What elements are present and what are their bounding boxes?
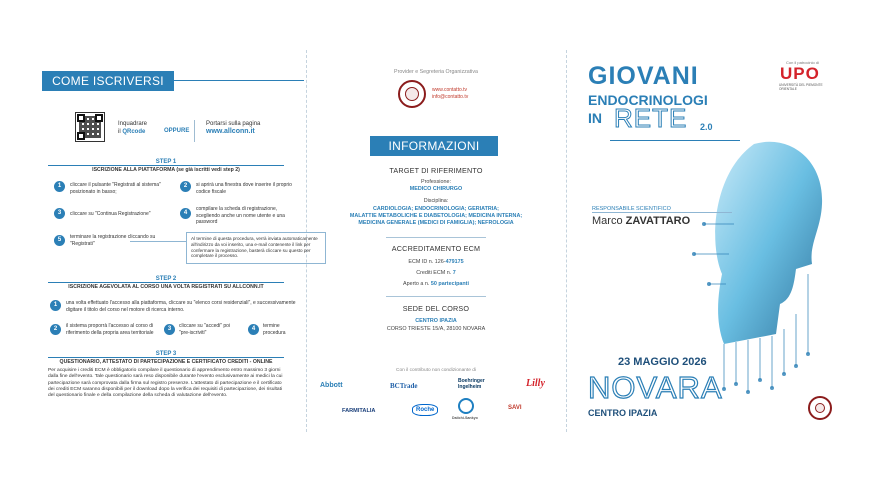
daiichi-icon [458, 398, 474, 414]
step1-item-3: cliccare su "Continua Registrazione" [70, 211, 151, 217]
target-heading: TARGET DI RIFERIMENTO [389, 166, 483, 175]
step3-title: STEP 3 [155, 351, 177, 357]
contatto-seal-icon-right [808, 396, 832, 420]
title-giovani: GIOVANI [588, 62, 699, 90]
roche-logo: Roche [412, 404, 438, 416]
qr-code-icon [75, 112, 105, 142]
ecm-id: ECM ID n. 126-479175 [408, 259, 464, 265]
title-endocrinologi: ENDOCRINOLOGI [588, 92, 708, 108]
title-underline [610, 140, 740, 141]
disciplines-label: Disciplina: [423, 198, 449, 204]
step1-number-5: 5 [54, 235, 65, 246]
contatto-seal-icon [398, 80, 426, 108]
divider-ecm [386, 237, 486, 238]
profession-label: Professione: [421, 179, 451, 185]
title-rete: RETE [614, 103, 688, 133]
provider-label: Provider e Segreteria Organizzativa [394, 69, 478, 75]
step1-number-3: 3 [54, 208, 65, 219]
informazioni-title: INFORMAZIONI [370, 136, 498, 156]
resp-label: RESPONSABILE SCIENTIFICO [592, 206, 671, 212]
digital-head-illustration [684, 104, 834, 394]
middle-panel [312, 50, 560, 432]
portarsi-label: Portarsi sulla pagina [206, 121, 261, 127]
step1-item-4: compilare la scheda di registrazione, scegliendo anche un nome utente e una password [196, 206, 285, 225]
provider-mail[interactable]: info@contatto.tv [432, 94, 469, 100]
ecm-open: Aperto a n. 50 partecipanti [403, 281, 469, 287]
upo-logo: UPO [780, 64, 820, 83]
provider-web[interactable]: www.contatto.tv [432, 87, 468, 93]
upo-subtitle: UNIVERSITÀ DEL PIEMONTE ORIENTALE [779, 83, 823, 91]
boehringer-logo: Boehringer Ingelheim [458, 378, 485, 390]
event-city: NOVARA [588, 370, 723, 405]
fold-line-right [566, 50, 567, 432]
venue-heading: SEDE DEL CORSO [402, 304, 470, 313]
step3-text: Per acquisire i crediti ECM è obbligatorio compilare il questionario di apprendimento entro massimo 3 giorni dalla fine dell'evento. Tale questionario sarà reso disponibile durante l'evento esclusivamente ai medici la cui partecipazione sarà comprovata dalla firma sul registro presenze. L'attestato di partecipazione e il certificato dei crediti ECM saranno disponibili per il download dopo la verifica dei requisiti di partecipazione, dei risultati del questionario finale e della compilazione della scheda di valutazione dell'evento. [48, 368, 283, 399]
savi-logo: SAVI [508, 405, 522, 411]
venue-name: CENTRO IPAZIA [415, 318, 457, 324]
venue-address: CORSO TRIESTE 15/A, 28100 NOVARA [386, 326, 486, 332]
title-version: 2.0 [700, 122, 713, 132]
farmitalia-logo: FARMITALIA [342, 408, 376, 414]
step2-title: STEP 2 [155, 276, 177, 282]
ecm-heading: ACCREDITAMENTO ECM [391, 244, 481, 253]
step3-subtitle: QUESTIONARIO, ATTESTATO DI PARTECIPAZIONE E CERTIFICATO CREDITI - ONLINE [59, 359, 273, 365]
step2-subtitle: ISCRIZIONE AGEVOLATA AL CORSO UNA VOLTA REGISTRATI SU ALLCONN.IT [68, 284, 264, 290]
bctrade-logo: BCTrade [390, 382, 418, 390]
divider-venue [386, 296, 486, 297]
abbott-logo: Abbott [320, 382, 343, 389]
step2-number-3: 3 [164, 324, 175, 335]
discipline-line-3: MEDICINA GENERALE (MEDICI DI FAMIGLIA); NEFROLOGIA [358, 220, 514, 226]
step1-item-5: terminare la registrazione cliccando su "Registrati" [70, 234, 156, 247]
sponsors-label: Con il contributo non condizionante di [395, 368, 476, 373]
come-iscriversi-title: COME ISCRIVERSI [42, 71, 174, 91]
step1-rule [48, 165, 284, 166]
step1-item-1: cliccare il pulsante "Registrati al sistema" posizionato in basso; [70, 182, 161, 195]
lilly-logo: Lilly [526, 378, 545, 389]
step1-number-2: 2 [180, 181, 191, 192]
right-panel [572, 50, 844, 432]
discipline-line-2: MALATTIE METABOLICHE E DIABETOLOGIA; MEDICINA INTERNA; [349, 213, 523, 219]
discipline-line-1: CARDIOLOGIA; ENDOCRINOLOGIA; GERIATRIA; [373, 206, 499, 212]
ecm-credits: Crediti ECM n. 7 [416, 270, 456, 276]
qr-divider [194, 120, 195, 142]
allconn-link[interactable]: www.allconn.it [206, 128, 255, 135]
step1-item-2: si aprirà una finestra dove inserire il proprio codice fiscale [196, 182, 292, 195]
title-in: IN [588, 110, 602, 126]
step2-number-1: 1 [50, 300, 61, 311]
step1-callout: Al termine di questa procedura, verrà inviata automaticamente all'indirizzo da voi inserito, una e-mail contenente il link per confermare la registrazione, basterà cliccare su questo per completare il processo. [186, 232, 326, 264]
step1-number-1: 1 [54, 181, 65, 192]
event-date: 23 MAGGIO 2026 [618, 356, 707, 368]
step2-item-1: una volta effettuato l'accesso alla piattaforma, cliccare su "elenco corsi residenziali", e successivamente digitare il titolo del corso nel motore di ricerca interno. [66, 300, 296, 313]
step2-number-2: 2 [50, 324, 61, 335]
event-venue: CENTRO IPAZIA [588, 408, 658, 418]
step2-item-2: il sistema proporrà l'accesso al corso di riferimento della propria area territoriale [66, 323, 154, 336]
daiichi-logo: Daiichi-Sankyo [452, 416, 478, 420]
callout-connector [130, 241, 186, 242]
qr-instruction: Inquadrare il QRcode [118, 121, 148, 135]
step1-number-4: 4 [180, 208, 191, 219]
collab-label: Con il patrocinio di [786, 60, 819, 65]
resp-name: Marco ZAVATTARO [592, 215, 691, 227]
profession-value: MEDICO CHIRURGO [409, 186, 463, 192]
step2-item-3: cliccare su "accedi" poi "pre-iscriviti" [179, 323, 231, 336]
step2-number-4: 4 [248, 324, 259, 335]
step1-title: STEP 1 [155, 159, 177, 165]
resp-rule [592, 212, 732, 213]
step2-item-4: termine procedura [263, 323, 286, 336]
step1-subtitle: ISCRIZIONE ALLA PIATTAFORMA (se già iscritti vedi step 2) [92, 167, 240, 173]
oppure-label: OPPURE [164, 128, 190, 134]
provider-contacts [432, 87, 468, 101]
